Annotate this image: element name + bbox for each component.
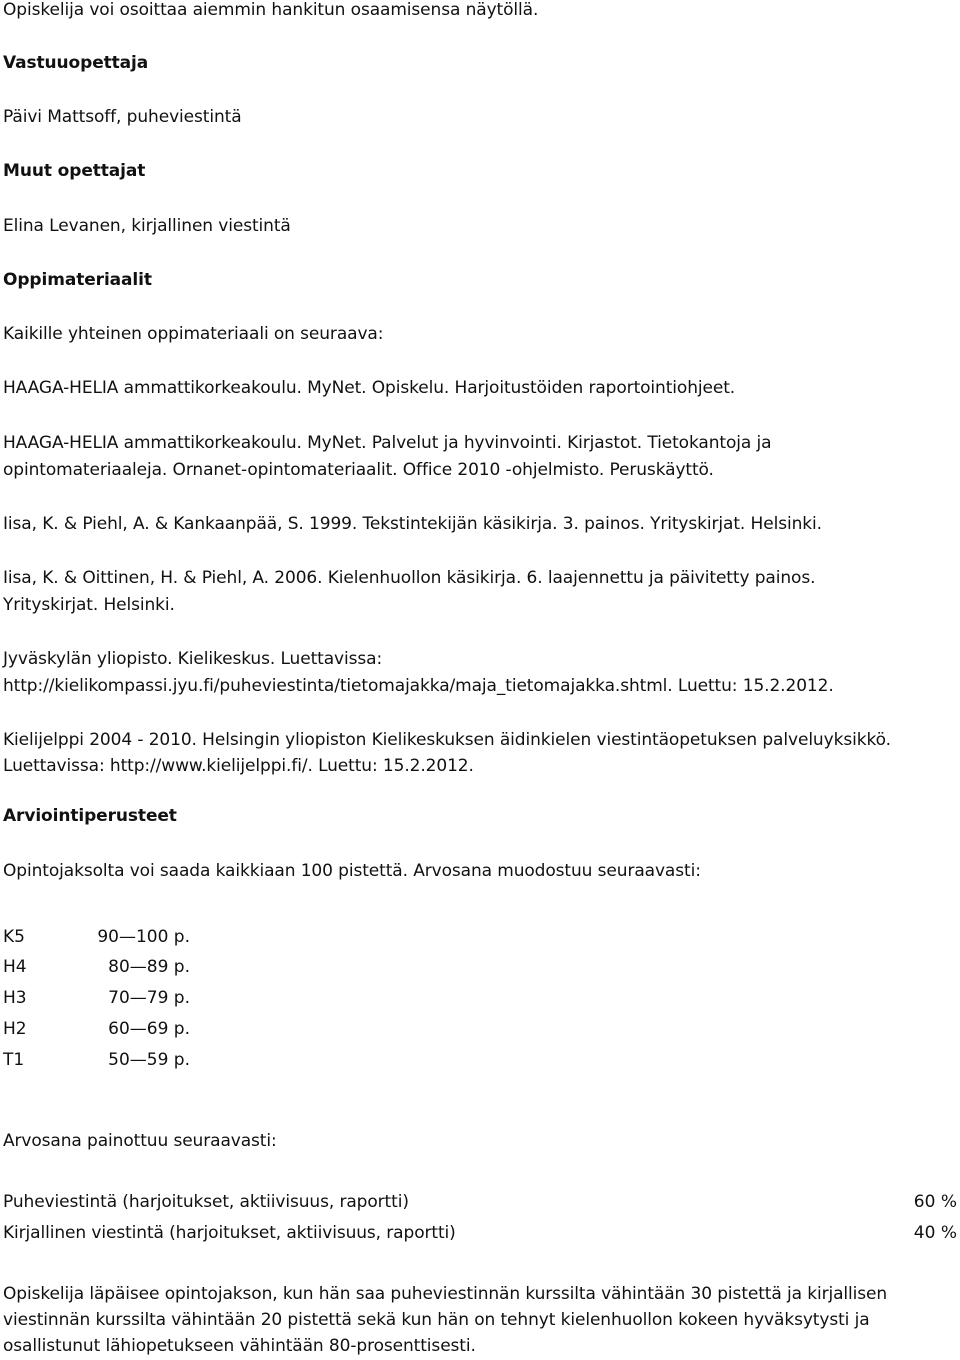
reference-line: HAAGA-HELIA ammattikorkeakoulu. MyNet. Opiskelu. Harjoitustöiden raportointiohjeet.	[3, 378, 736, 398]
reference-line: Iisa, K. & Piehl, A. & Kankaanpää, S. 1999. Tekstintekijän käsikirja. 3. painos. Yrityskirjat. Helsinki.	[3, 514, 822, 534]
reference-line: Kielijelppi 2004 - 2010. Helsingin yliopiston Kielikeskuksen äidinkielen viestintäopetuksen palveluyksikkö.	[3, 730, 891, 750]
reference-link-line: http://kielikompassi.jyu.fi/puheviestinta/tietomajakka/maja_tietomajakka.shtml. Luettu: 15.2.2012.	[3, 676, 834, 696]
grade-code: H4	[3, 957, 27, 977]
other-teacher-name: Elina Levanen, kirjallinen viestintä	[3, 216, 291, 236]
intro-text: Opiskelija voi osoittaa aiemmin hankitun osaamisensa näytöllä.	[3, 0, 539, 20]
pass-criteria-line: osallistunut lähiopetukseen vähintään 80-prosenttisesti.	[3, 1336, 476, 1356]
responsible-teacher-name: Päivi Mattsoff, puheviestintä	[3, 107, 242, 127]
grade-range: 90—100 p.	[97, 927, 190, 947]
assessment-heading: Arviointiperusteet	[3, 806, 177, 826]
weight-value: 60 %	[913, 1192, 957, 1212]
other-teachers-heading: Muut opettajat	[3, 161, 146, 181]
weight-label: Kirjallinen viestintä (harjoitukset, aktiivisuus, raportti)	[3, 1223, 456, 1243]
reference-line: Jyväskylän yliopisto. Kielikeskus. Luettavissa:	[3, 649, 383, 669]
grade-range: 70—79 p.	[108, 988, 190, 1008]
grade-code: H3	[3, 988, 27, 1008]
reference-line: Yrityskirjat. Helsinki.	[3, 595, 175, 615]
grade-range: 80—89 p.	[108, 957, 190, 977]
assessment-intro: Opintojaksolta voi saada kaikkiaan 100 pistettä. Arvosana muodostuu seuraavasti:	[3, 861, 701, 881]
weight-label: Puheviestintä (harjoitukset, aktiivisuus, raportti)	[3, 1192, 409, 1212]
pass-criteria-line: Opiskelija läpäisee opintojakson, kun hän saa puheviestinnän kurssilta vähintään 30 pistettä ja kirjallisen	[3, 1284, 888, 1304]
reference-line: opintomateriaaleja. Ornanet-opintomateriaalit. Office 2010 -ohjelmisto. Peruskäyttö.	[3, 460, 714, 480]
weight-intro: Arvosana painottuu seuraavasti:	[3, 1131, 277, 1151]
reference-line: HAAGA-HELIA ammattikorkeakoulu. MyNet. Palvelut ja hyvinvointi. Kirjastot. Tietokantoja ja	[3, 433, 772, 453]
weight-value: 40 %	[913, 1223, 957, 1243]
responsible-teacher-heading: Vastuuopettaja	[3, 53, 149, 73]
materials-heading: Oppimateriaalit	[3, 270, 152, 290]
grade-code: H2	[3, 1019, 27, 1039]
grade-code: T1	[3, 1050, 25, 1070]
reference-link-line: Luettavissa: http://www.kielijelppi.fi/. Luettu: 15.2.2012.	[3, 756, 474, 776]
pass-criteria-line: viestinnän kurssilta vähintään 20 pistettä sekä kun hän on tehnyt kielenhuollon kokeen hyväksytysti ja	[3, 1310, 870, 1330]
grade-code: K5	[3, 927, 25, 947]
reference-line: Iisa, K. & Oittinen, H. & Piehl, A. 2006. Kielenhuollon käsikirja. 6. laajennettu ja päivitetty painos.	[3, 568, 816, 588]
grade-range: 60—69 p.	[108, 1019, 190, 1039]
materials-intro: Kaikille yhteinen oppimateriaali on seuraava:	[3, 324, 384, 344]
grade-range: 50—59 p.	[108, 1050, 190, 1070]
